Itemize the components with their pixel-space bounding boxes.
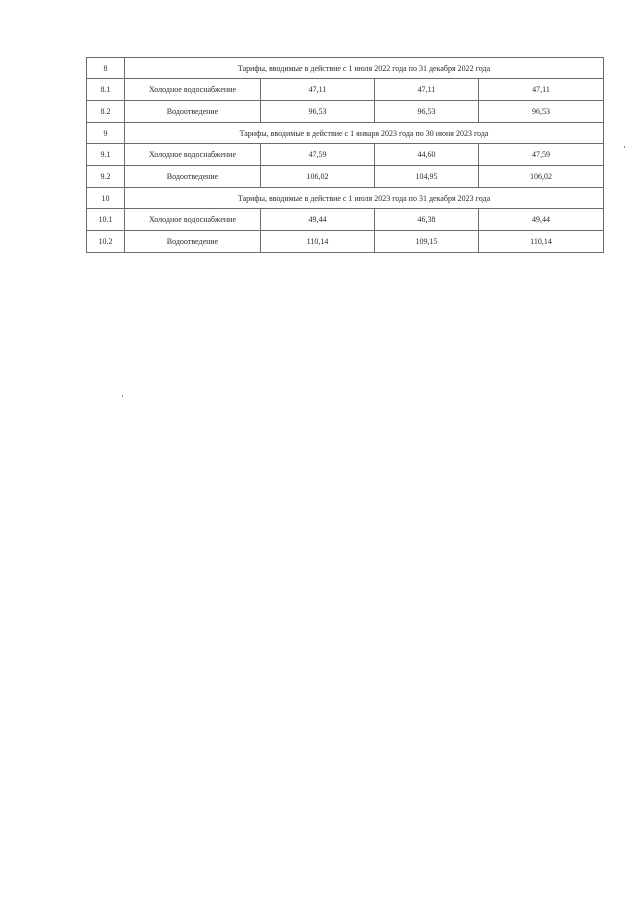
table-row: [87, 101, 604, 123]
section-header-row: [87, 123, 604, 144]
row-value: 106,02: [479, 166, 604, 188]
row-value: 47,59: [479, 144, 604, 166]
row-value: 44,60: [375, 144, 479, 166]
row-number: 8.1: [87, 79, 125, 101]
row-value: 46,38: [375, 209, 479, 231]
section-title: Тарифы, вводимые в действие с 1 июля 2023 года по 31 декабря 2023 года: [125, 188, 604, 209]
row-name: Холодное водоснабжение: [125, 209, 261, 231]
section-number: 8: [87, 58, 125, 79]
scan-speck: [624, 146, 625, 148]
row-value: 49,44: [479, 209, 604, 231]
row-value: 110,14: [261, 231, 375, 253]
table-row: [87, 209, 604, 231]
row-value: 104,95: [375, 166, 479, 188]
tariff-table: [86, 57, 604, 253]
row-name: Водоотведение: [125, 231, 261, 253]
section-title: Тарифы, вводимые в действие с 1 июля 2022 года по 31 декабря 2022 года: [125, 58, 604, 79]
row-value: 96,53: [479, 101, 604, 123]
table-row: [87, 144, 604, 166]
table-row: [87, 166, 604, 188]
scan-speck: [122, 395, 123, 397]
row-value: 47,59: [261, 144, 375, 166]
row-value: 106,02: [261, 166, 375, 188]
row-value: 49,44: [261, 209, 375, 231]
table-row: [87, 79, 604, 101]
row-value: 109,15: [375, 231, 479, 253]
row-value: 47,11: [261, 79, 375, 101]
row-number: 10.1: [87, 209, 125, 231]
section-header-row: [87, 188, 604, 209]
section-title: Тарифы, вводимые в действие с 1 января 2023 года по 30 июня 2023 года: [125, 123, 604, 144]
row-name: Холодное водоснабжение: [125, 144, 261, 166]
row-number: 9.1: [87, 144, 125, 166]
row-value: 110,14: [479, 231, 604, 253]
table-row: [87, 231, 604, 253]
section-number: 9: [87, 123, 125, 144]
row-value: 96,53: [375, 101, 479, 123]
row-number: 9.2: [87, 166, 125, 188]
row-number: 10.2: [87, 231, 125, 253]
row-name: Водоотведение: [125, 101, 261, 123]
row-number: 8.2: [87, 101, 125, 123]
row-name: Холодное водоснабжение: [125, 79, 261, 101]
row-value: 47,11: [375, 79, 479, 101]
section-number: 10: [87, 188, 125, 209]
row-value: 47,11: [479, 79, 604, 101]
row-name: Водоотведение: [125, 166, 261, 188]
section-header-row: [87, 58, 604, 79]
row-value: 96,53: [261, 101, 375, 123]
